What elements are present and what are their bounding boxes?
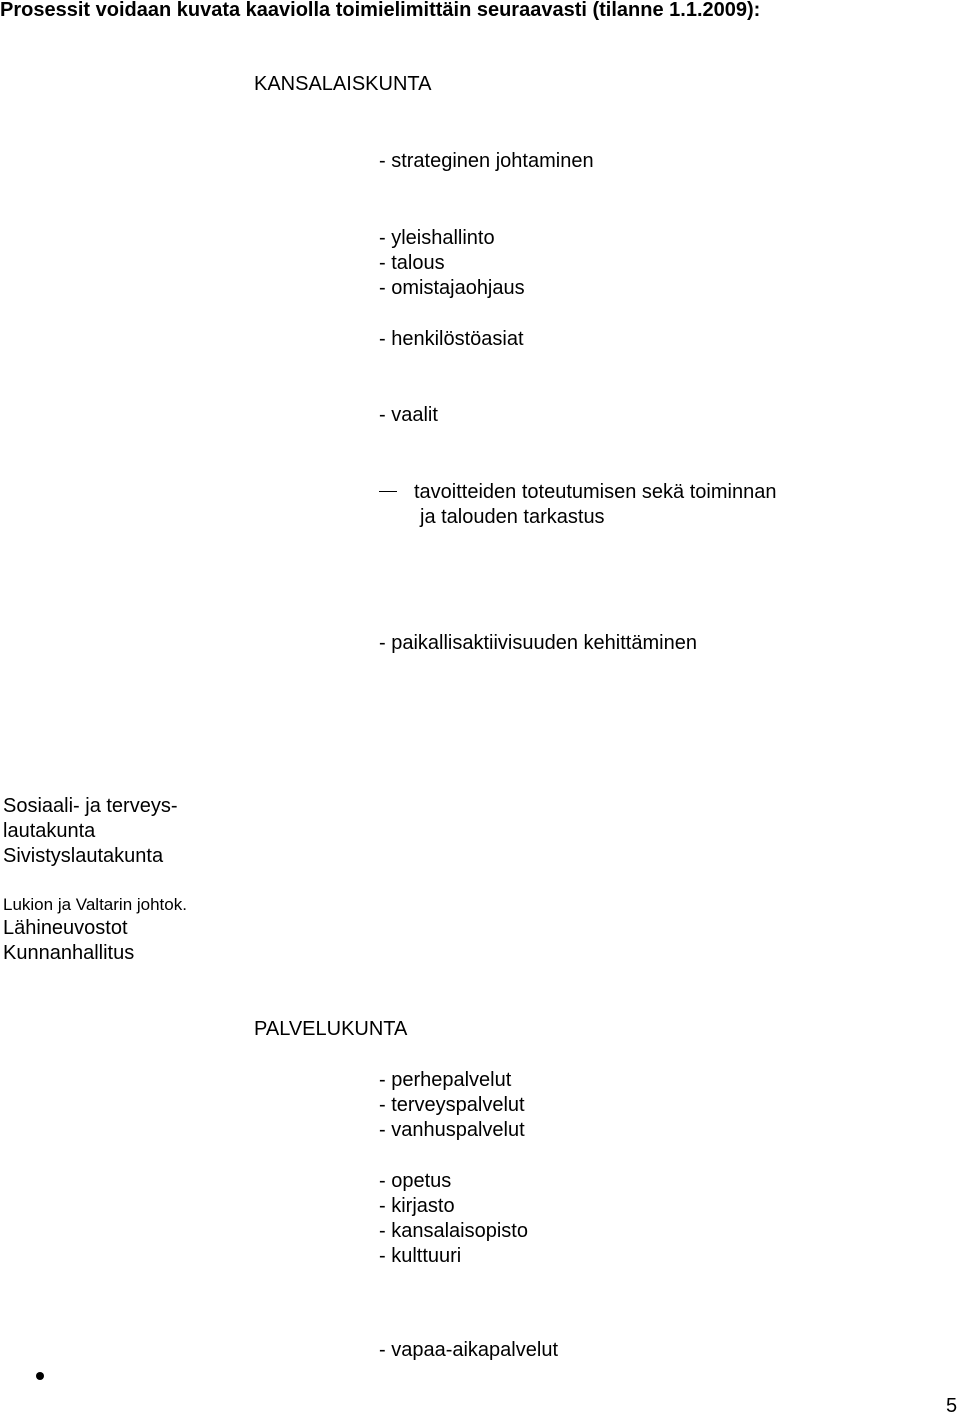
item-perhepalvelut: - perhepalvelut [379, 1069, 512, 1091]
item-henkilostoasiat: - henkilöstöasiat [379, 328, 524, 350]
item-tavoitteiden-line2: ja talouden tarkastus [420, 506, 605, 528]
item-vaalit: - vaalit [379, 404, 438, 426]
item-strateginen-johtaminen: - strateginen johtaminen [379, 150, 594, 172]
organ-sivistyslautakunta: Sivistyslautakunta [3, 845, 164, 867]
document-heading: Prosessit voidaan kuvata kaaviolla toimielimittäin seuraavasti (tilanne 1.1.2009): [0, 0, 761, 21]
item-vanhuspalvelut: - vanhuspalvelut [379, 1119, 525, 1141]
organ-lahineuvostot: Lähineuvostot [3, 917, 128, 939]
palvelukunta-title: PALVELUKUNTA [254, 1018, 408, 1040]
item-kulttuuri: - kulttuuri [379, 1245, 462, 1267]
dash-bullet-icon [379, 491, 397, 492]
item-yleishallinto: - yleishallinto [379, 227, 495, 249]
organ-lukion-johtokunta: Lukion ja Valtarin johtok. [3, 895, 187, 914]
item-vapaa-aikapalvelut: - vapaa-aikapalvelut [379, 1339, 558, 1361]
item-kirjasto: - kirjasto [379, 1195, 455, 1217]
item-kansalaisopisto: - kansalaisopisto [379, 1220, 528, 1242]
page-number: 5 [946, 1395, 958, 1417]
item-talous: - talous [379, 252, 445, 274]
kansalaiskunta-title: KANSALAISKUNTA [254, 73, 432, 95]
organ-sosiaali-line1: Sosiaali- ja terveys- [3, 795, 178, 817]
organ-sosiaali-line2: lautakunta [3, 820, 96, 842]
bullet-dot-icon [36, 1372, 44, 1380]
item-paikallisaktiivisuuden-kehittaminen: - paikallisaktiivisuuden kehittäminen [379, 632, 697, 654]
item-terveyspalvelut: - terveyspalvelut [379, 1094, 525, 1116]
item-opetus: - opetus [379, 1170, 452, 1192]
organ-kunnanhallitus: Kunnanhallitus [3, 942, 135, 964]
item-tavoitteiden-line1: tavoitteiden toteutumisen sekä toiminnan [414, 481, 777, 503]
item-omistajaohjaus: - omistajaohjaus [379, 277, 525, 299]
